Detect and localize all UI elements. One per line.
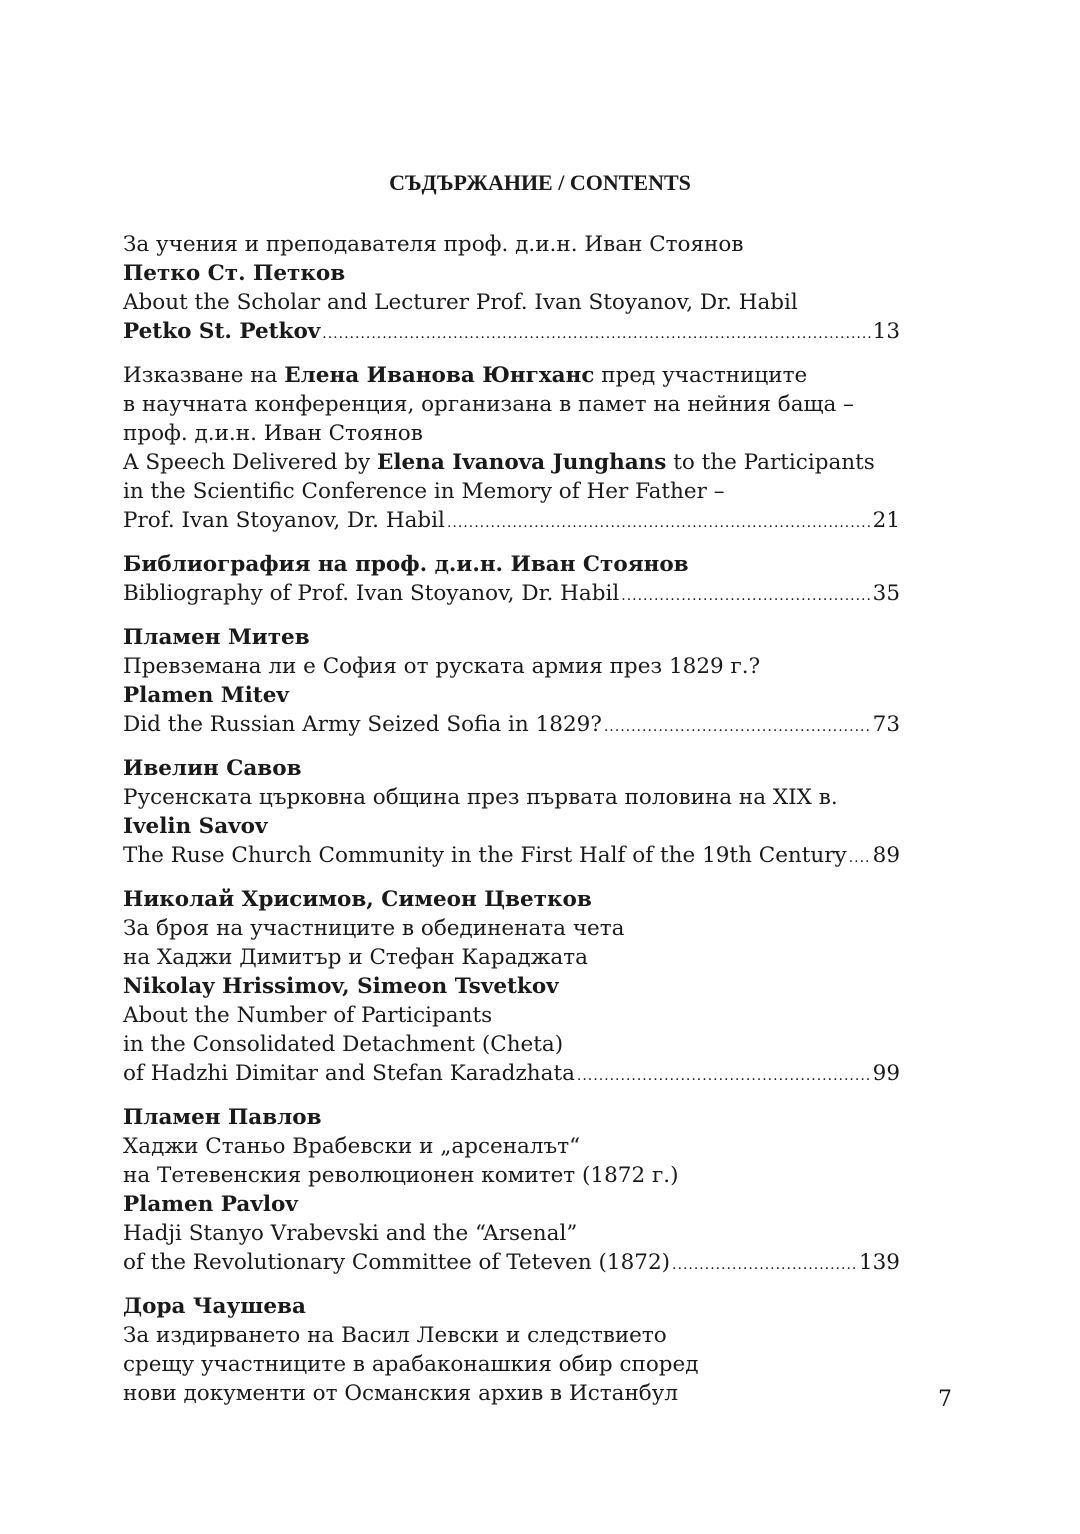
entry-title-en: Hadji Stanyo Vrabevski and the “Arsenal” — [123, 1221, 578, 1246]
toc-entry — [123, 361, 900, 538]
speaker-name-en: Elena Ivanova Junghans — [376, 450, 667, 475]
entry-author-en: Ivelin Savov — [123, 814, 268, 839]
entry-title-en: The Ruse Church Community in the First Half of the 19th Century — [123, 843, 847, 868]
contents-heading: СЪДЪРЖАНИЕ / CONTENTS — [389, 170, 691, 195]
entry-author-bg: Дора Чаушева — [123, 1294, 306, 1319]
entry-title-en: Did the Russian Army Seized Sofia in 1829? — [123, 712, 602, 737]
dot-leader — [577, 1062, 871, 1091]
entry-title-bg-cont: нови документи от Османския архив в Истанбул — [123, 1381, 679, 1406]
entry-last-line[interactable] — [123, 506, 900, 538]
entry-title-bg: За учения и преподавателя проф. д.и.н. Иван Стоянов — [123, 232, 744, 257]
page-number: 7 — [938, 1387, 952, 1412]
entry-title-en-cont: of the Revolutionary Committee of Teteven (1872) — [123, 1250, 671, 1275]
dot-leader — [621, 582, 870, 611]
dot-leader — [447, 509, 871, 538]
entry-title-en: About the Number of Participants — [123, 1003, 493, 1028]
dot-leader — [322, 320, 870, 349]
entry-title-bg-cont: проф. д.и.н. Иван Стоянов — [123, 421, 423, 446]
entry-last-line[interactable] — [123, 710, 900, 742]
dot-leader — [849, 844, 871, 873]
entry-author-bg: Пламен Павлов — [123, 1105, 322, 1130]
dot-leader — [604, 713, 871, 742]
toc-entry — [123, 1292, 900, 1408]
entry-title-bg: Библиография на проф. д.и.н. Иван Стоянов — [123, 552, 689, 577]
entry-author-en: Plamen Pavlov — [123, 1192, 298, 1217]
entry-title-bg: За броя на участниците в обединената чета — [123, 916, 625, 941]
toc-entry — [123, 230, 900, 349]
entry-title-bg-cont: в научната конференция, организана в памет на нейния баща – — [123, 392, 854, 417]
entry-page-number: 89 — [872, 843, 900, 868]
entry-page-number: 13 — [872, 319, 900, 344]
entry-title-bg: Хаджи Станьо Врабевски и „арсеналът“ — [123, 1134, 581, 1159]
entry-title-bg-cont: на Тетевенския революционен комитет (1872 г.) — [123, 1163, 679, 1188]
entry-page-number: 35 — [872, 581, 900, 606]
entry-page-number: 73 — [872, 712, 900, 737]
toc-entry — [123, 885, 900, 1091]
entry-last-line[interactable] — [123, 841, 900, 873]
entry-last-line[interactable] — [123, 579, 900, 611]
entry-title-en-cont: in the Scientific Conference in Memory of Her Father – — [123, 479, 725, 504]
entry-title-bg: Русенската църковна община през първата половина на XIX в. — [123, 785, 838, 810]
entry-page-number: 21 — [872, 508, 900, 533]
entry-page-number: 99 — [872, 1061, 900, 1086]
entry-author-bg: Петко Ст. Петков — [123, 261, 346, 286]
entry-title-bg: Превземана ли е София от руската армия през 1829 г.? — [123, 654, 761, 679]
toc-entry — [123, 1103, 900, 1280]
entry-title-en-cont: of Hadzhi Dimitar and Stefan Karadzhata — [123, 1061, 575, 1086]
entry-author-en: Nikolay Hrissimov, Simeon Tsvetkov — [123, 974, 559, 999]
entry-title-en-cont: Prof. Ivan Stoyanov, Dr. Habil — [123, 508, 445, 533]
toc-entry — [123, 623, 900, 742]
entry-page-number: 139 — [858, 1250, 900, 1275]
entry-title-bg-cont: на Хаджи Димитър и Стефан Караджата — [123, 945, 588, 970]
entry-author-bg: Николай Хрисимов, Симеон Цветков — [123, 887, 592, 912]
toc-entry — [123, 754, 900, 873]
table-of-contents — [123, 230, 900, 1420]
entry-last-line[interactable] — [123, 1059, 900, 1091]
entry-last-line[interactable] — [123, 317, 900, 349]
entry-author-bg: Ивелин Савов — [123, 756, 302, 781]
entry-title-bg-cont: срещу участниците в арабаконашкия обир според — [123, 1352, 699, 1377]
entry-author-en: Petko St. Petkov — [123, 319, 321, 344]
speaker-name-bg: Елена Иванова Юнгханс — [284, 363, 595, 388]
toc-entry — [123, 550, 900, 611]
entry-last-line[interactable] — [123, 1248, 900, 1280]
entry-title-en: About the Scholar and Lecturer Prof. Ivan Stoyanov, Dr. Habil — [123, 290, 798, 315]
entry-title-en-cont: in the Consolidated Detachment (Cheta) — [123, 1032, 564, 1057]
entry-author-bg: Пламен Митев — [123, 625, 310, 650]
entry-title-bg: За издирването на Васил Левски и следствието — [123, 1323, 667, 1348]
entry-title-en: Bibliography of Prof. Ivan Stoyanov, Dr. Habil — [123, 581, 620, 606]
entry-title-en: A Speech Delivered by Elena Ivanova Junghans to the Participants — [123, 450, 875, 475]
entry-title-bg: Изказване на Елена Иванова Юнгханс пред участниците — [123, 363, 808, 388]
dot-leader — [672, 1251, 857, 1280]
entry-author-en: Plamen Mitev — [123, 683, 289, 708]
